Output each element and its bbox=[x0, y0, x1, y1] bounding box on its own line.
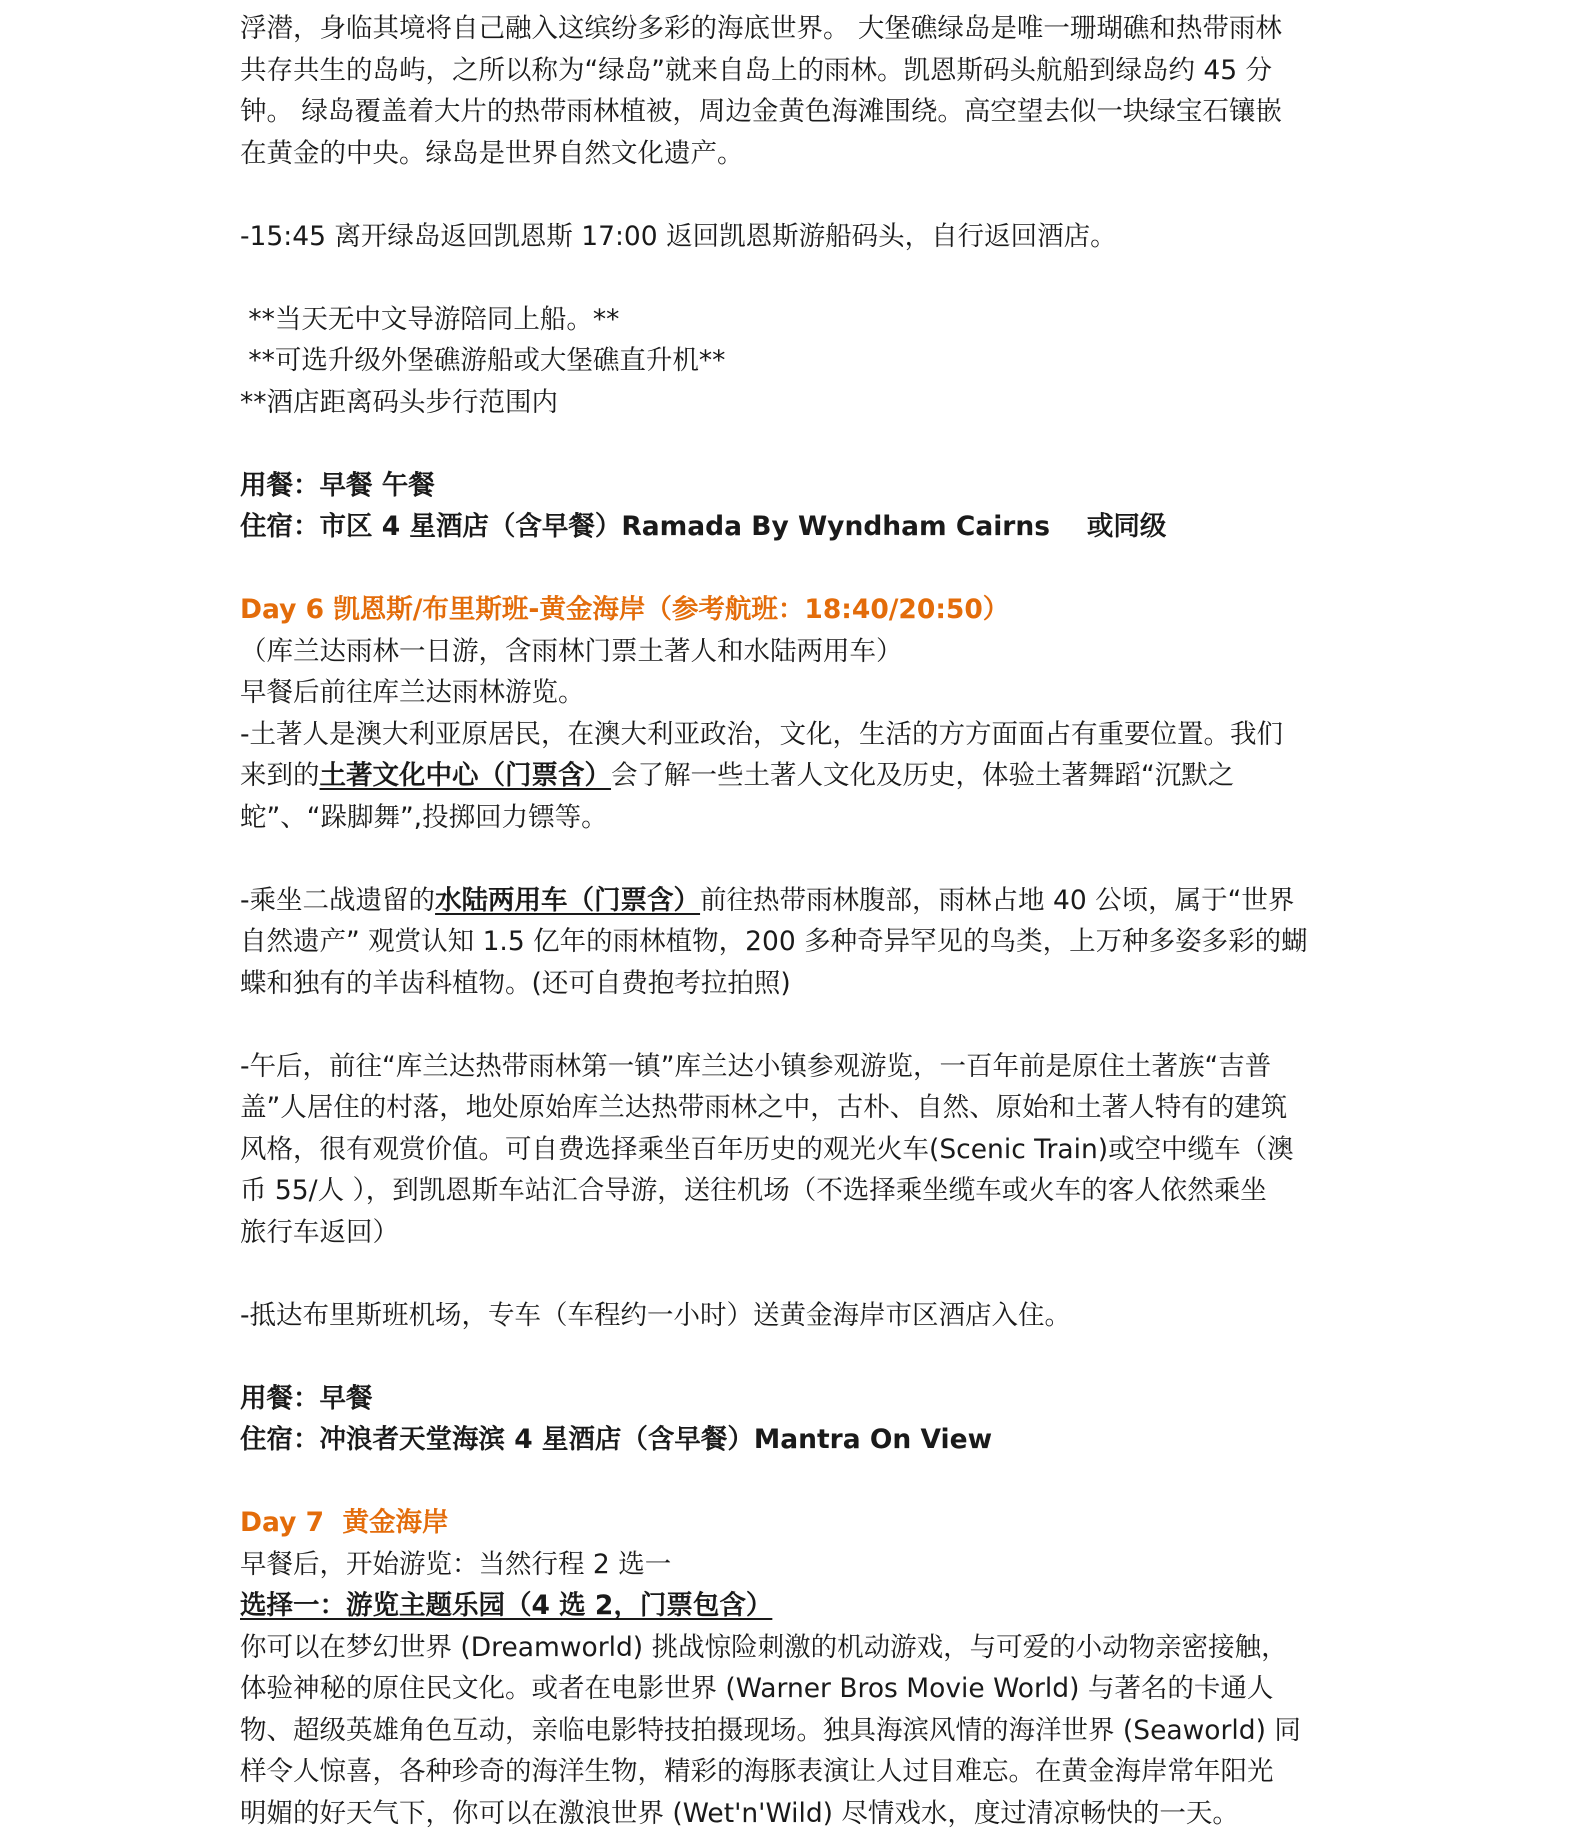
green-island-paragraph bbox=[240, 8, 1352, 174]
text-line: 你可以在梦幻世界 (Dreamworld) 挑战惊险刺激的机动游戏，与可爱的小动物亲密接触， bbox=[240, 1631, 1288, 1663]
spacer bbox=[240, 1461, 1352, 1503]
day7-option1-heading: 选择一：游览主题乐园（4 选 2，门票包含） bbox=[240, 1590, 773, 1621]
day7-heading: Day 7 黄金海岸 bbox=[240, 1507, 449, 1538]
aboriginal-culture-centre-link: 土著文化中心（门票含） bbox=[319, 760, 611, 791]
text-line: 明媚的好天气下，你可以在激浪世界 (Wet'n'Wild) 尽情戏水，度过清凉畅快的一天。 bbox=[240, 1797, 1239, 1829]
text-line: 蝶和独有的羊齿科植物。(还可自费抱考拉拍照) bbox=[240, 967, 791, 999]
day5-hotel: 住宿：市区 4 星酒店（含早餐）Ramada By Wyndham Cairns 或同级 bbox=[240, 511, 1167, 542]
text-line: -土著人是澳大利亚原居民，在澳大利亚政治，文化，生活的方方面面占有重要位置。我们 bbox=[240, 718, 1284, 750]
itinerary-document bbox=[240, 8, 1352, 1834]
text-line bbox=[240, 755, 1352, 797]
army-duck-paragraph bbox=[240, 880, 1352, 1005]
text-line: 体验神秘的原住民文化。或者在电影世界 (Warner Bros Movie World) 与著名的卡通人 bbox=[240, 1673, 1274, 1704]
text-line bbox=[240, 880, 1352, 922]
text-line: 在黄金的中央。绿岛是世界自然文化遗产。 bbox=[240, 137, 744, 169]
text-fragment: 会了解一些土著人文化及历史，体验土著舞蹈“沉默之 bbox=[611, 760, 1235, 791]
text-line: 样令人惊喜，各种珍奇的海洋生物，精彩的海豚表演让人过目难忘。在黄金海岸常年阳光 bbox=[240, 1756, 1274, 1787]
text-line: -午后，前往“库兰达热带雨林第一镇”库兰达小镇参观游览，一百年前是原住土著族“吉普 bbox=[240, 1050, 1272, 1082]
return-schedule: -15:45 离开绿岛返回凯恩斯 17:00 返回凯恩斯游船码头，自行返回酒店。 bbox=[240, 220, 1117, 252]
day6-meals: 用餐：早餐 bbox=[240, 1382, 373, 1414]
spacer bbox=[240, 1253, 1352, 1295]
text-line: 自然遗产” 观赏认知 1.5 亿年的雨林植物，200 多种奇异罕见的鸟类，上万种多姿多彩的蝴 bbox=[240, 926, 1308, 957]
theme-parks-paragraph bbox=[240, 1627, 1352, 1835]
day7-option1-wrapper bbox=[240, 1585, 1352, 1627]
text-line: 盖”人居住的村落，地处原始库兰达热带雨林之中，古朴、自然、原始和土著人特有的建筑 bbox=[240, 1092, 1288, 1123]
text-fragment: -乘坐二战遗留的 bbox=[240, 884, 436, 916]
text-line: 钟。 绿岛覆盖着大片的热带雨林植被，周边金黄色海滩围绕。高空望去似一块绿宝石镶嵌 bbox=[240, 96, 1282, 127]
note-line: **酒店距离码头步行范围内 bbox=[240, 386, 558, 418]
text-line: 旅行车返回） bbox=[240, 1216, 399, 1248]
text-line: 蛇”、“跺脚舞”,投掷回力镖等。 bbox=[240, 801, 608, 833]
day6-intro: 早餐后前往库兰达雨林游览。 bbox=[240, 677, 585, 708]
notes-block bbox=[240, 299, 1352, 424]
spacer bbox=[240, 1336, 1352, 1378]
text-line: 共存共生的岛屿，之所以称为“绿岛”就来自岛上的雨林。凯恩斯码头航船到绿岛约 45 分 bbox=[240, 54, 1273, 86]
spacer bbox=[240, 423, 1352, 465]
army-duck-link: 水陆两用车（门票含） bbox=[435, 884, 701, 916]
spacer bbox=[240, 257, 1352, 299]
text-fragment: 来到的 bbox=[240, 760, 320, 791]
spacer bbox=[240, 838, 1352, 880]
spacer bbox=[240, 548, 1352, 590]
day6-hotel: 住宿：冲浪者天堂海滨 4 星酒店（含早餐）Mantra On View bbox=[240, 1424, 993, 1455]
text-line: 风格，很有观赏价值。可自费选择乘坐百年历史的观光火车(Scenic Train)或空中缆车（澳 bbox=[240, 1133, 1294, 1165]
text-line: 物、超级英雄角色互动，亲临电影特技拍摄现场。独具海滨风情的海洋世界 (Seaworld) 同 bbox=[240, 1714, 1301, 1746]
spacer bbox=[240, 1004, 1352, 1046]
airport-transfer-paragraph: -抵达布里斯班机场，专车（车程约一小时）送黄金海岸市区酒店入住。 bbox=[240, 1299, 1072, 1331]
day7-intro: 早餐后，开始游览：当然行程 2 选一 bbox=[240, 1548, 672, 1580]
day5-meals: 用餐：早餐 午餐 bbox=[240, 469, 435, 501]
text-line: 币 55/人 ），到凯恩斯车站汇合导游，送往机场（不选择乘坐缆车或火车的客人依然乘坐 bbox=[240, 1175, 1267, 1206]
day6-subtitle: （库兰达雨林一日游，含雨林门票土著人和水陆两用车） bbox=[240, 635, 903, 667]
day6-heading: Day 6 凯恩斯/布里斯班-黄金海岸（参考航班：18:40/20:50） bbox=[240, 594, 1010, 625]
note-line: **当天无中文导游陪同上船。** bbox=[240, 303, 620, 335]
text-line: 浮潜，身临其境将自己融入这缤纷多彩的海底世界。 大堡礁绿岛是唯一珊瑚礁和热带雨林 bbox=[240, 13, 1282, 44]
spacer bbox=[240, 174, 1352, 216]
aboriginal-culture-paragraph bbox=[240, 714, 1352, 839]
kuranda-village-paragraph bbox=[240, 1046, 1352, 1254]
text-fragment: 前往热带雨林腹部，雨林占地 40 公顷，属于“世界 bbox=[700, 884, 1295, 916]
note-line: **可选升级外堡礁游船或大堡礁直升机** bbox=[240, 345, 726, 376]
